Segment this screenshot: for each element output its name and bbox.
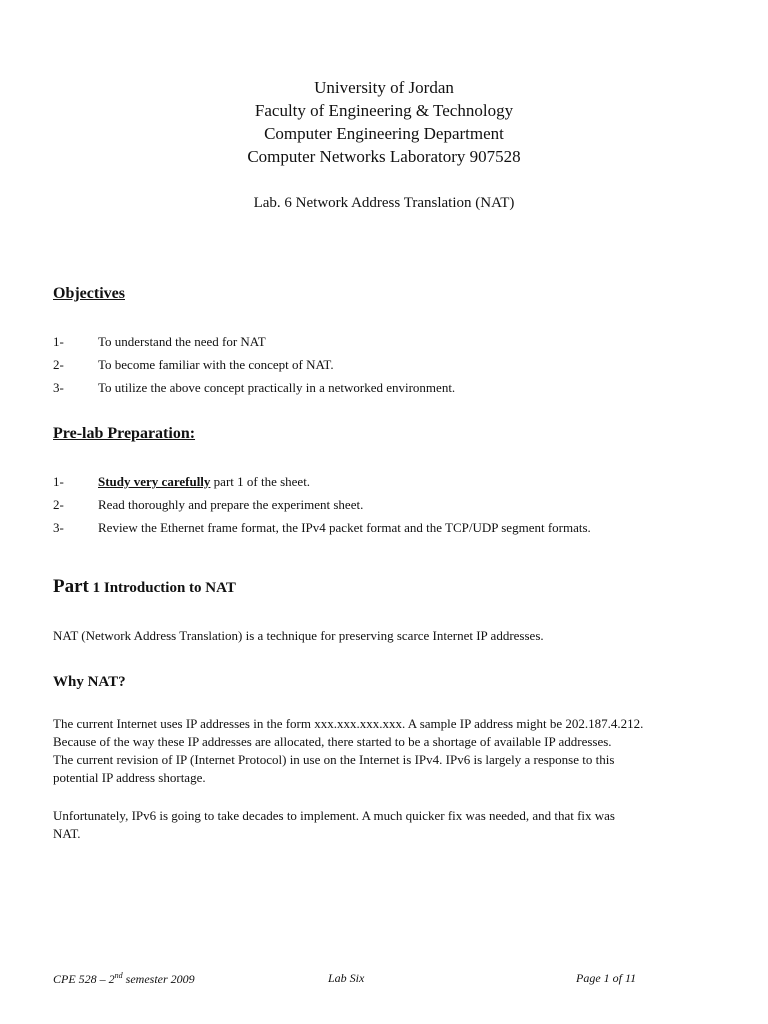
item-number: 3- xyxy=(53,380,64,395)
laboratory-name: Computer Networks Laboratory 907528 xyxy=(247,147,521,166)
item-number: 1- xyxy=(53,334,64,349)
paragraph-line: NAT. xyxy=(53,826,81,841)
part-word: Part xyxy=(53,576,89,597)
department-name: Computer Engineering Department xyxy=(264,124,504,143)
lab-title: Lab. 6 Network Address Translation (NAT) xyxy=(253,195,515,211)
why-nat-heading: Why NAT? xyxy=(53,674,126,690)
paragraph-line: potential IP address shortage. xyxy=(53,770,206,785)
part1-intro: NAT (Network Address Translation) is a technique for preserving scarce Internet IP addresses. xyxy=(53,628,544,643)
why-nat-paragraph-1 xyxy=(53,715,717,787)
paragraph-line: Unfortunately, IPv6 is going to take decades to implement. A much quicker fix was needed, and that fix was xyxy=(53,808,615,823)
objectives-list xyxy=(53,333,455,402)
footer-course-text: CPE 528 – 2 xyxy=(53,972,115,986)
university-name: University of Jordan xyxy=(314,78,454,97)
item-text-rest: part 1 of the sheet. xyxy=(210,474,311,489)
item-text: Read thoroughly and prepare the experiment sheet. xyxy=(98,497,364,512)
item-number: 3- xyxy=(53,520,64,535)
why-nat-paragraph-2 xyxy=(53,807,717,843)
part-title: 1 Introduction to NAT xyxy=(88,580,236,596)
prelab-heading: Pre-lab Preparation: xyxy=(53,425,196,442)
list-item xyxy=(53,496,591,519)
emphasis-text: Study very carefully xyxy=(98,474,211,489)
objectives-heading: Objectives xyxy=(53,285,125,302)
list-item xyxy=(53,519,591,542)
paragraph-line: The current revision of IP (Internet Protocol) in use on the Internet is IPv4. IPv6 is largely a response to this xyxy=(53,752,615,767)
footer-course-sup: nd xyxy=(114,971,123,980)
footer-course xyxy=(53,971,195,987)
item-text: Review the Ethernet frame format, the IPv4 packet format and the TCP/UDP segment formats. xyxy=(98,520,591,535)
faculty-name: Faculty of Engineering & Technology xyxy=(254,101,514,120)
item-text xyxy=(98,473,310,496)
item-number: 2- xyxy=(53,497,64,512)
part1-heading xyxy=(53,576,236,598)
item-text: To utilize the above concept practically in a networked environment. xyxy=(98,380,456,395)
footer-lab: Lab Six xyxy=(328,971,365,985)
list-item xyxy=(53,333,455,356)
prelab-list xyxy=(53,473,591,542)
item-text: To understand the need for NAT xyxy=(98,334,266,349)
paragraph-line: The current Internet uses IP addresses in the form xxx.xxx.xxx.xxx. A sample IP address might be 202.187.4.212. xyxy=(53,716,644,731)
list-item xyxy=(53,473,591,496)
item-number: 2- xyxy=(53,357,64,372)
item-text: To become familiar with the concept of NAT. xyxy=(98,357,334,372)
footer-page-number: Page 1 of 11 xyxy=(576,971,637,985)
footer-course-rest: semester 2009 xyxy=(122,972,195,986)
list-item xyxy=(53,379,455,402)
item-number: 1- xyxy=(53,474,64,489)
paragraph-line: Because of the way these IP addresses are allocated, there started to be a shortage of available IP addresses. xyxy=(53,734,612,749)
list-item xyxy=(53,356,455,379)
